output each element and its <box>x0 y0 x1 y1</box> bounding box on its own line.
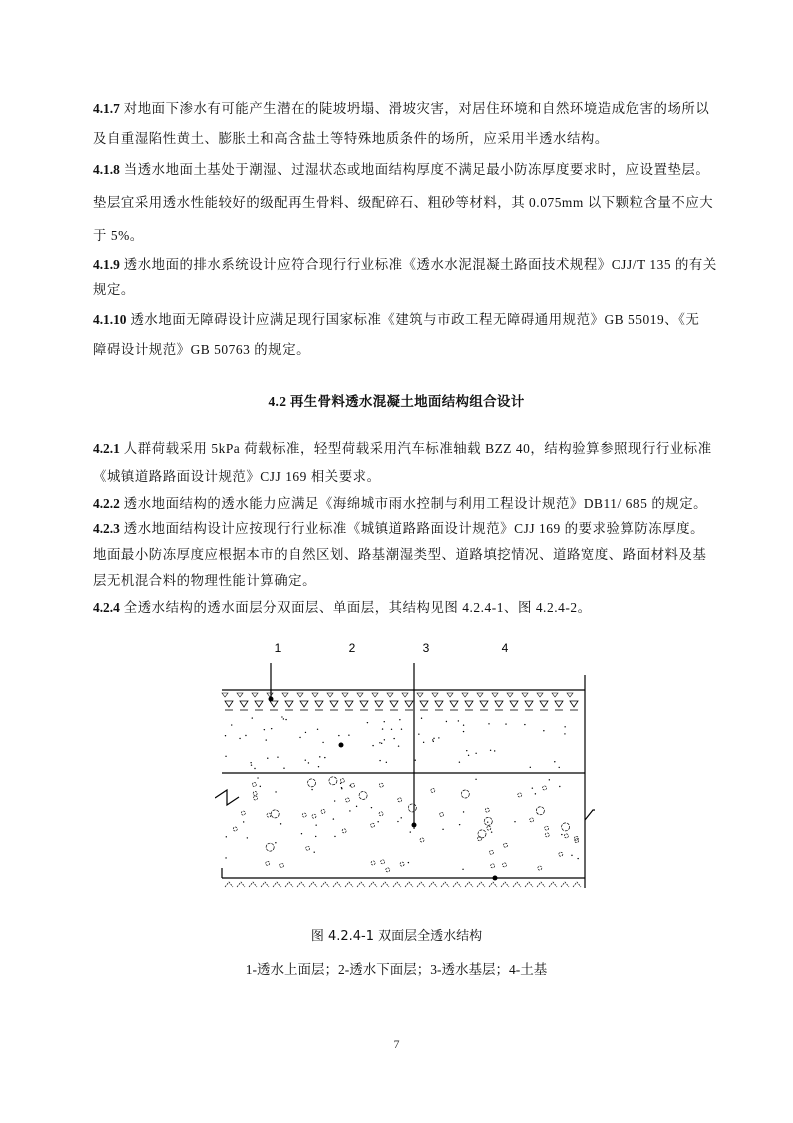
aggregate-circle <box>359 791 367 799</box>
aggregate-dot <box>571 855 572 856</box>
subgrade-hatch <box>309 882 317 887</box>
paragraph-4-1-9-line-1 <box>93 257 717 273</box>
aggregate-dot <box>280 823 281 824</box>
aggregate-circle <box>431 789 435 793</box>
subgrade-hatch <box>501 882 509 887</box>
paragraph-4-1-9-line-2: 规定。 <box>93 282 135 297</box>
paragraph-text: 透水地面结构设计应按现行行业标准《城镇道路路面设计规范》CJJ 169 的要求验算防冻厚度。 <box>123 521 705 536</box>
small-triangle-mark <box>567 693 573 697</box>
triangle-mark <box>285 701 293 707</box>
material-hatching <box>222 693 581 887</box>
aggregate-dot <box>301 833 302 834</box>
aggregate-dot <box>410 831 411 832</box>
small-triangle-mark <box>447 693 453 697</box>
paragraph-text: 当透水地面土基处于潮湿、过湿状态或地面结构厚度不满足最小防冻厚度要求时，应设置垫层。 <box>123 162 710 177</box>
aggregate-dot <box>391 729 392 730</box>
aggregate-dot <box>514 821 515 822</box>
small-triangle-mark <box>327 693 333 697</box>
paragraph-4-2-3-line-1 <box>93 521 704 537</box>
aggregate-dot <box>231 724 232 725</box>
aggregate-circle <box>371 861 375 865</box>
subgrade-hatch <box>297 882 305 887</box>
aggregate-circle <box>485 808 489 812</box>
aggregate-circle <box>266 861 270 865</box>
aggregate-dot <box>384 721 385 722</box>
paragraph-4-2-2-line-1 <box>93 496 707 512</box>
aggregate-circle <box>312 814 316 818</box>
triangle-mark <box>540 701 548 707</box>
subgrade-hatch <box>441 882 449 887</box>
aggregate-circle <box>536 807 544 815</box>
aggregate-dot <box>418 733 419 734</box>
aggregate-dot <box>260 786 261 787</box>
subgrade-hatch <box>537 882 545 887</box>
aggregate-dot <box>399 719 400 720</box>
triangle-mark <box>495 701 503 707</box>
aggregate-circle <box>371 823 375 827</box>
triangle-mark <box>555 701 563 707</box>
aggregate-circle <box>267 813 271 817</box>
clause-number: 4.1.10 <box>93 312 127 327</box>
aggregate-dot <box>334 800 335 801</box>
aggregate-dot <box>577 858 578 859</box>
paragraph-4-2-3-line-2: 地面最小防冻厚度应根据本市的自然区划、路基潮湿类型、道路填挖情况、道路宽度、路面材料及基 <box>93 547 707 562</box>
aggregate-circle <box>266 843 274 851</box>
triangle-mark <box>240 701 248 707</box>
aggregate-dot <box>433 738 434 739</box>
aggregate-circle <box>543 786 547 790</box>
aggregate-circle <box>351 783 355 787</box>
aggregate-circle <box>562 823 570 831</box>
aggregate-dot <box>225 857 226 858</box>
aggregate-dot <box>372 745 373 746</box>
aggregate-dot <box>530 767 531 768</box>
aggregate-dot <box>381 743 382 744</box>
aggregate-circle <box>530 818 534 822</box>
subgrade-hatch <box>465 882 473 887</box>
subgrade-hatch <box>285 882 293 887</box>
aggregate-circle <box>321 810 325 814</box>
aggregate-dot <box>322 742 323 743</box>
small-triangle-mark <box>402 693 408 697</box>
aggregate-dot <box>401 817 402 818</box>
triangle-mark <box>225 701 233 707</box>
subgrade-hatch <box>369 882 377 887</box>
aggregate-dot <box>305 759 306 760</box>
triangle-mark <box>420 701 428 707</box>
aggregate-dot <box>543 730 544 731</box>
subgrade-hatch <box>333 882 341 887</box>
aggregate-dot <box>475 779 476 780</box>
aggregate-dot <box>315 824 316 825</box>
aggregate-circle <box>484 817 492 825</box>
figure-label-4: 4 <box>501 641 509 655</box>
paragraph-4-2-4-line-1 <box>93 600 592 616</box>
aggregate-dot <box>349 810 350 811</box>
aggregate-dot <box>266 739 267 740</box>
subgrade-hatch <box>381 882 389 887</box>
paragraph-4-1-8-line-1 <box>93 162 709 178</box>
aggregate-dot <box>459 762 460 763</box>
aggregate-dot <box>524 724 525 725</box>
figure-label-3: 3 <box>422 641 430 655</box>
aggregate-dot <box>245 735 246 736</box>
triangle-mark <box>480 701 488 707</box>
aggregate-circle <box>340 779 344 783</box>
aggregate-dot <box>341 787 342 788</box>
break-symbol-right <box>585 810 595 820</box>
clause-number: 4.1.7 <box>93 101 120 116</box>
subgrade-hatch <box>549 882 557 887</box>
aggregate-dot <box>305 732 306 733</box>
leader-dot-2 <box>339 743 344 748</box>
clause-number: 4.2.2 <box>93 496 120 511</box>
aggregate-circle <box>379 783 383 787</box>
aggregate-circle <box>386 868 390 872</box>
subgrade-hatch <box>429 882 437 887</box>
subgrade-hatch <box>489 882 497 887</box>
small-triangle-mark <box>237 693 243 697</box>
aggregate-dot <box>384 739 385 740</box>
aggregate-dot <box>277 756 278 757</box>
figure-label-2: 2 <box>348 641 356 655</box>
aggregate-circle <box>302 813 306 817</box>
aggregate-dot <box>285 719 286 720</box>
aggregate-dot <box>311 789 312 790</box>
aggregate-dot <box>459 824 460 825</box>
aggregate-circle <box>233 827 237 831</box>
aggregate-dot <box>458 720 459 721</box>
aggregate-dot <box>532 787 533 788</box>
aggregate-circle <box>379 812 383 816</box>
aggregate-dot <box>340 783 341 784</box>
aggregate-dot <box>367 722 368 723</box>
aggregate-dot <box>463 725 464 726</box>
aggregate-dot <box>252 717 253 718</box>
aggregate-circle <box>408 804 416 812</box>
subgrade-hatch <box>249 882 257 887</box>
aggregate-dot <box>505 723 506 724</box>
small-triangle-mark <box>312 693 318 697</box>
paragraph-text: 透水地面无障碍设计应满足现行国家标准《建筑与市政工程无障碍通用规范》GB 55019、《无 <box>130 312 700 327</box>
aggregate-dot <box>475 753 476 754</box>
paragraph-4-1-10-line-2: 障碍设计规范》GB 50763 的规定。 <box>93 342 311 357</box>
aggregate-dot <box>490 750 491 751</box>
aggregate-dot <box>239 738 240 739</box>
aggregate-dot <box>324 757 325 758</box>
paragraph-text: 人群荷载采用 5kPa 荷载标准，轻型荷载采用汽车标准轴载 BZZ 40，结构验算参照现行行业标准 <box>123 441 712 456</box>
triangle-mark <box>450 701 458 707</box>
aggregate-dot <box>379 760 380 761</box>
aggregate-dot <box>314 852 315 853</box>
subgrade-hatch <box>321 882 329 887</box>
subgrade-hatch <box>453 882 461 887</box>
figure-caption: 图 4.2.4-1 双面层全透水结构 <box>310 929 483 944</box>
aggregate-dot <box>267 758 268 759</box>
small-triangle-mark <box>297 693 303 697</box>
aggregate-dot <box>398 745 399 746</box>
aggregate-circle <box>254 796 258 800</box>
aggregate-dot <box>408 862 409 863</box>
triangle-mark <box>345 701 353 707</box>
triangle-mark <box>405 701 413 707</box>
clause-number: 4.2.3 <box>93 521 120 536</box>
aggregate-dot <box>349 785 350 786</box>
aggregate-dot <box>386 762 387 763</box>
aggregate-dot <box>334 836 335 837</box>
page-number: 7 <box>393 1037 400 1051</box>
paragraph-text: 全透水结构的透水面层分双面层、单面层，其结构见图 4.2.4-1、图 4.2.4-2。 <box>123 600 592 615</box>
aggregate-dot <box>487 821 488 822</box>
aggregate-dot <box>247 837 248 838</box>
aggregate-dot <box>446 721 447 722</box>
subgrade-hatch <box>273 882 281 887</box>
aggregate-dot <box>275 791 276 792</box>
aggregate-dot <box>415 759 416 760</box>
aggregate-dot <box>442 829 443 830</box>
paragraph-4-2-3-line-3: 层无机混合料的物理性能计算确定。 <box>93 573 317 588</box>
aggregate-dot <box>271 728 272 729</box>
clause-number: 4.2.1 <box>93 441 120 456</box>
small-triangle-mark <box>507 693 513 697</box>
paragraph-text: 透水地面的排水系统设计应符合现行行业标准《透水水泥混凝土路面技术规程》CJJ/T 135 的有关 <box>123 257 717 272</box>
small-triangle-mark <box>372 693 378 697</box>
aggregate-dot <box>281 716 282 717</box>
aggregate-dot <box>491 831 492 832</box>
aggregate-dot <box>468 755 469 756</box>
aggregate-circle <box>545 826 549 830</box>
subgrade-hatch <box>225 882 233 887</box>
aggregate-circle <box>538 866 542 870</box>
small-triangle-mark <box>462 693 468 697</box>
subgrade-hatch <box>561 882 569 887</box>
small-triangle-mark <box>552 693 558 697</box>
aggregate-dot <box>401 729 402 730</box>
triangle-mark <box>435 701 443 707</box>
aggregate-dot <box>243 821 244 822</box>
aggregate-circle <box>381 860 385 864</box>
triangle-mark <box>300 701 308 707</box>
aggregate-circle <box>253 791 257 795</box>
small-triangle-mark <box>252 693 258 697</box>
triangle-mark <box>330 701 338 707</box>
leader-dot-4 <box>493 876 498 881</box>
subgrade-hatch <box>513 882 521 887</box>
paragraph-4-1-8-line-3: 于 5%。 <box>93 228 144 243</box>
aggregate-circle <box>398 798 402 802</box>
aggregate-circle <box>502 863 506 867</box>
figure-label-1: 1 <box>274 641 282 655</box>
aggregate-circle <box>504 843 508 847</box>
aggregate-dot <box>318 766 319 767</box>
aggregate-dot <box>397 821 398 822</box>
aggregate-circle <box>271 810 279 818</box>
triangle-mark <box>510 701 518 707</box>
aggregate-dot <box>462 869 463 870</box>
small-triangle-mark <box>537 693 543 697</box>
aggregate-circle <box>545 833 549 837</box>
subgrade-hatch <box>393 882 401 887</box>
subgrade-hatch <box>237 882 245 887</box>
aggregate-circle <box>306 846 310 850</box>
paragraph-4-1-10-line-1 <box>93 312 699 328</box>
triangle-mark <box>390 701 398 707</box>
small-triangle-mark <box>222 693 228 697</box>
subgrade-hatch <box>357 882 365 887</box>
aggregate-circle <box>241 811 245 815</box>
aggregate-circle <box>564 834 568 838</box>
small-triangle-mark <box>342 693 348 697</box>
aggregate-dot <box>319 756 320 757</box>
aggregate-dot <box>559 786 560 787</box>
aggregate-circle <box>329 777 337 785</box>
aggregate-dot <box>254 768 255 769</box>
aggregate-dot <box>317 729 318 730</box>
aggregate-dot <box>466 750 467 751</box>
aggregate-dot <box>421 718 422 719</box>
triangle-mark <box>255 701 263 707</box>
aggregate-dot <box>264 729 265 730</box>
paragraph-4-2-1-line-2: 《城镇道路路面设计规范》CJJ 169 相关要求。 <box>93 469 381 484</box>
subgrade-hatch <box>573 882 581 887</box>
subgrade-hatch <box>525 882 533 887</box>
figure-legend: 1-透水上面层；2-透水下面层；3-透水基层；4-土基 <box>245 962 548 977</box>
subgrade-hatch <box>477 882 485 887</box>
aggregate-dot <box>549 779 550 780</box>
aggregate-circle <box>489 850 493 854</box>
aggregate-dot <box>438 737 439 738</box>
triangle-mark <box>360 701 368 707</box>
triangle-mark <box>570 701 578 707</box>
aggregate-circle <box>559 852 563 856</box>
aggregate-circle <box>345 798 349 802</box>
paragraph-4-1-8-line-2: 垫层宜采用透水性能较好的级配再生骨料、级配碎石、粗砂等材料，其 0.075mm 以下颗粒含量不应大 <box>93 195 714 210</box>
subgrade-hatch <box>261 882 269 887</box>
aggregate-dot <box>299 737 300 738</box>
aggregate-dot <box>554 761 555 762</box>
aggregate-dot <box>382 728 383 729</box>
aggregate-dot <box>559 767 560 768</box>
aggregate-dot <box>257 777 258 778</box>
triangle-mark <box>375 701 383 707</box>
small-triangle-mark <box>522 693 528 697</box>
subgrade-hatch <box>405 882 413 887</box>
aggregate-dot <box>377 821 378 822</box>
paragraph-text: 对地面下渗水有可能产生潜在的陡坡坍塌、滑坡灾害，对居住环境和自然环境造成危害的场所以 <box>123 101 710 116</box>
triangle-mark <box>525 701 533 707</box>
aggregate-circle <box>487 826 491 830</box>
small-triangle-mark <box>492 693 498 697</box>
paragraph-text: 透水地面结构的透水能力应满足《海绵城市雨水控制与利用工程设计规范》DB11/ 685 的规定。 <box>123 496 708 511</box>
aggregate-dot <box>275 842 276 843</box>
leader-dot-3 <box>412 823 417 828</box>
paragraph-4-2-1-line-1 <box>93 441 712 457</box>
paragraph-4-1-7-line-2: 及自重湿陷性黄土、膨胀土和高含盐土等特殊地质条件的场所，应采用半透水结构。 <box>93 131 609 146</box>
aggregate-circle <box>440 813 444 817</box>
triangle-mark <box>315 701 323 707</box>
triangle-mark <box>465 701 473 707</box>
aggregate-circle <box>280 863 284 867</box>
aggregate-dot <box>348 735 349 736</box>
aggregate-dot <box>356 806 357 807</box>
aggregate-dot <box>226 836 227 837</box>
clause-number: 4.2.4 <box>93 600 120 615</box>
aggregate-circle <box>461 790 469 798</box>
aggregate-circle <box>308 779 316 787</box>
aggregate-dot <box>250 762 251 763</box>
small-triangle-mark <box>387 693 393 697</box>
aggregate-dot <box>494 750 495 751</box>
subgrade-hatch <box>417 882 425 887</box>
aggregate-dot <box>393 738 394 739</box>
triangle-mark <box>270 701 278 707</box>
aggregate-circle <box>342 829 346 833</box>
aggregate-circle <box>400 862 404 866</box>
pavement-structure-diagram <box>215 635 595 895</box>
aggregate-circle <box>491 864 495 868</box>
aggregate-dot <box>433 741 434 742</box>
small-triangle-mark <box>417 693 423 697</box>
aggregate-dot <box>283 768 284 769</box>
aggregate-dot <box>315 836 316 837</box>
aggregate-circle <box>518 793 522 797</box>
aggregate-dot <box>379 742 380 743</box>
small-triangle-mark <box>477 693 483 697</box>
aggregate-circle <box>478 830 486 838</box>
small-triangle-mark <box>357 693 363 697</box>
aggregate-circle <box>420 838 424 842</box>
aggregate-dot <box>423 742 424 743</box>
aggregate-circle <box>252 782 256 786</box>
small-triangle-mark <box>267 693 273 697</box>
aggregate-dot <box>308 762 309 763</box>
aggregate-dot <box>432 739 433 740</box>
aggregate-dot <box>338 735 339 736</box>
aggregate-dot <box>535 793 536 794</box>
aggregate-dot <box>371 807 372 808</box>
break-symbol-left <box>215 790 239 805</box>
aggregate-circle <box>575 839 579 843</box>
paragraph-4-1-7-line-1 <box>93 101 709 117</box>
aggregate-dot <box>333 818 334 819</box>
aggregate-dot <box>251 764 252 765</box>
clause-number: 4.1.9 <box>93 257 120 272</box>
aggregate-dot <box>463 811 464 812</box>
aggregate-dot <box>488 723 489 724</box>
clause-number: 4.1.8 <box>93 162 120 177</box>
aggregate-dot <box>564 726 565 727</box>
small-triangle-mark <box>282 693 288 697</box>
small-triangle-mark <box>432 693 438 697</box>
aggregate-dot <box>463 731 464 732</box>
aggregate-dot <box>564 733 565 734</box>
aggregate-dot <box>413 827 414 828</box>
aggregate-dot <box>225 756 226 757</box>
section-heading: 4.2 再生骨料透水混凝土地面结构组合设计 <box>268 394 525 409</box>
aggregate-dot <box>283 718 284 719</box>
subgrade-hatch <box>345 882 353 887</box>
aggregate-dot <box>225 735 226 736</box>
aggregate-dot <box>561 834 562 835</box>
